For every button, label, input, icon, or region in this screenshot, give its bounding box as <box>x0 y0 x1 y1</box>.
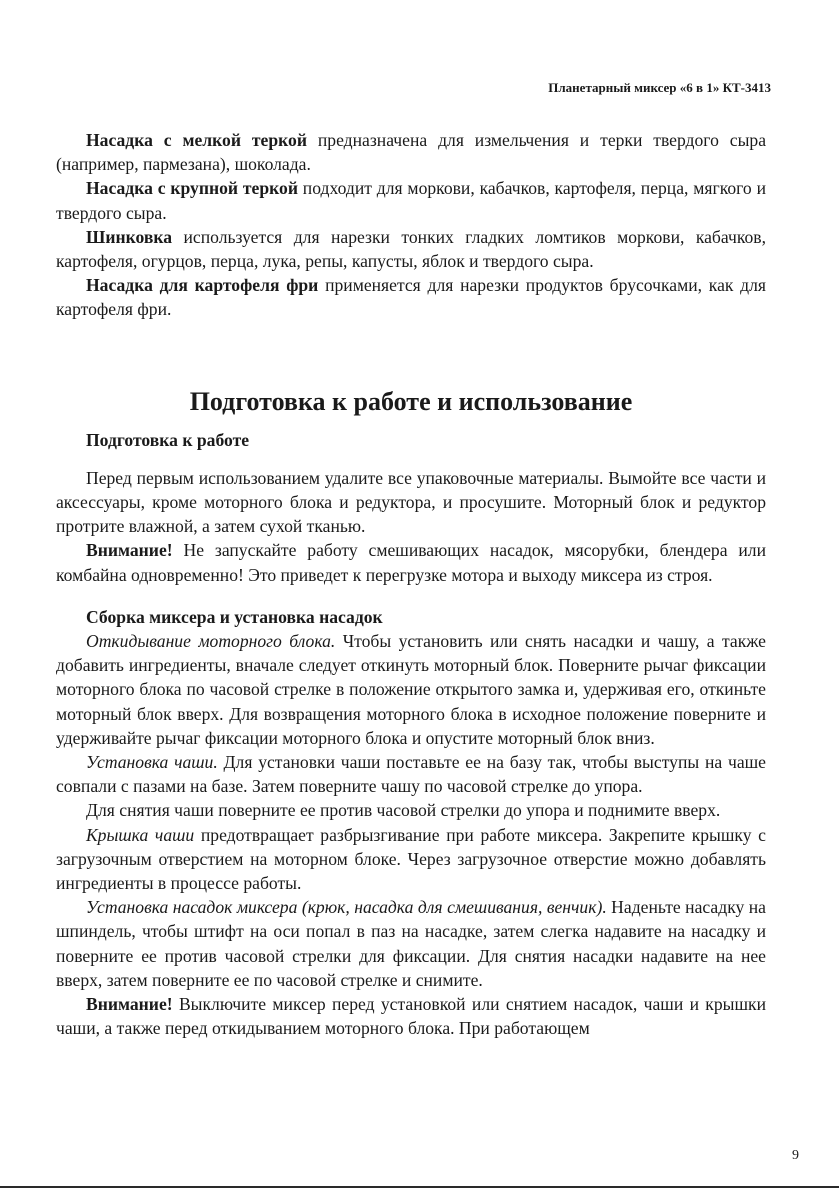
subsection-title-preparation: Подготовка к работе <box>86 429 250 450</box>
subsection-title-assembly: Сборка миксера и установка насадок <box>86 606 383 627</box>
term-fine-grater: Насадка с мелкой теркой <box>86 130 307 150</box>
page-number: 9 <box>792 1148 799 1163</box>
section-title: Подготовка к работе и использование <box>189 386 633 416</box>
bottom-rule <box>0 1186 839 1188</box>
term-fries-cutter: Насадка для картофеля фри <box>86 275 319 296</box>
term-coarse-grater: Насадка с крупной теркой <box>86 178 298 199</box>
running-header: Планетарный миксер «6 в 1» КТ-3413 <box>548 80 771 95</box>
warning-paragraph-2: Внимание! Выключите миксер перед установкой или снятием насадок, чаши и крышки чаши, а также перед откидыванием моторного блока. При работающем <box>56 994 766 1039</box>
page-content <box>56 128 766 1041</box>
assembly-paragraph-1: Откидывание моторного блока. Чтобы установить или снять насадки и чашу, а также добавить ингредиенты, вначале следует откинуть моторный блок. Поверните рычаг фиксации моторного блока по часовой стрелке в положение открытого замка и, удерживая его, откиньте моторный блок вверх. Для возвращения моторного блока в исходное положение поверните и удерживайте рычаг фиксации моторного блока и опустите моторный блок вниз. <box>56 631 766 748</box>
warning-label: Внимание! <box>86 994 173 1015</box>
term-slicer: Шинковка <box>86 226 173 247</box>
assembly-paragraph-5: Установка насадок миксера (крюк, насадка для смешивания, венчик). Наденьте насадку на шпиндель, чтобы штифт на оси попал в паз на насадке, затем слегка надавите на насадку и поверните ее против часовой стрелки для фиксации. Для снятия насадки надавите на нее вверх, затем поверните ее по часовой стрелке и снимите. <box>56 897 766 990</box>
assembly-paragraph-4: Крышка чаши предотвращает разбрызгивание при работе миксера. Закрепите крышку с загрузочным отверстием на моторном блоке. Через загрузочное отверстие можно добавлять ингредиенты в процессе работы. <box>56 824 766 894</box>
warning-paragraph-1: Внимание! Не запускайте работу смешивающих насадок, мясорубки, блендера или комбайна одновременно! Это приведет к перегрузке мотора и выходу миксера из строя. <box>56 540 766 585</box>
assembly-paragraph-3: Для снятия чаши поверните ее против часовой стрелки до упора и поднимите вверх. <box>86 800 721 821</box>
intro-paragraph-2: Насадка с крупной теркой подходит для моркови, кабачков, картофеля, перца, мягкого и твердого сыра. <box>56 178 766 223</box>
intro-paragraph-4: Насадка для картофеля фри применяется для нарезки продуктов брусочками, как для картофеля фри. <box>56 275 766 320</box>
intro-paragraph-1: Насадка с мелкой теркой предназначена для измельчения и терки твердого сыра (например, пармезана), шоколада. <box>56 130 767 175</box>
warning-label: Внимание! <box>86 540 173 561</box>
intro-paragraph-3: Шинковка используется для нарезки тонких гладких ломтиков моркови, кабачков, картофеля, огурцов, перца, лука, репы, капусты, яблок и твердого сыра. <box>56 226 766 272</box>
assembly-paragraph-2: Установка чаши. Для установки чаши поставьте ее на базу так, чтобы выступы на чаше совпали с пазами на базе. Затем поверните чашу по часовой стрелке до упора. <box>56 752 766 797</box>
preparation-paragraph: Перед первым использованием удалите все упаковочные материалы. Вымойте все части и аксессуары, кроме моторного блока и редуктора, и просушите. Моторный блок и редуктор протрите влажной, а затем сухой тканью. <box>56 467 766 537</box>
